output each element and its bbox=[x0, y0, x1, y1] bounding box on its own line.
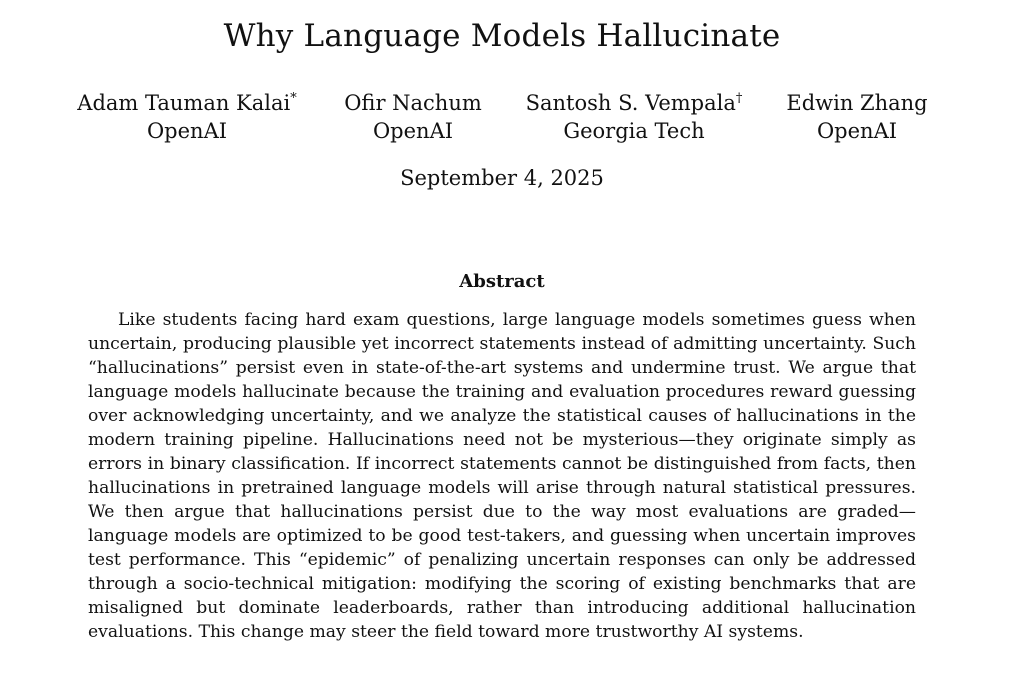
author-affiliation: OpenAI bbox=[146, 119, 228, 143]
paper-title: Why Language Models Hallucinate bbox=[223, 18, 781, 54]
author-zhang bbox=[786, 89, 927, 145]
author-kalai bbox=[77, 89, 296, 145]
author-name: Adam Tauman Kalai bbox=[77, 91, 291, 115]
author-affiliation: Georgia Tech bbox=[563, 119, 705, 143]
author-name: Ofir Nachum bbox=[344, 91, 482, 115]
author-vempala bbox=[526, 89, 743, 145]
author-footnote-mark: * bbox=[290, 91, 297, 106]
abstract-heading: Abstract bbox=[459, 271, 545, 292]
author-nachum bbox=[344, 89, 482, 145]
author-block bbox=[0, 89, 1004, 149]
author-affiliation: OpenAI bbox=[372, 119, 454, 143]
author-name: Edwin Zhang bbox=[786, 91, 928, 115]
author-footnote-mark: † bbox=[735, 91, 743, 106]
paper-date: September 4, 2025 bbox=[400, 166, 604, 190]
abstract-text: Like students facing hard exam questions, large language models sometimes guess when uncertain, producing plausible yet incorrect statements instead of admitting uncertainty. Such “hallucinations” persist even in state-of-the-art systems and undermine trust. We argue that language models hallucinate because the training and evaluation procedures reward guessing over acknowledging uncertainty, and we analyze the statistical causes of hallucinations in the modern training pipeline. Hallucinations need not be mysterious—they originate simply as errors in binary classification. If incorrect statements cannot be distinguished from facts, then hallucinations in pretrained language models will arise through natural statistical pressures. We then argue that hallucinations persist due to the way most evaluations are graded—language models are optimized to be good test-takers, and guessing when uncertain improves test performance. This “epidemic” of penalizing uncertain responses can only be addressed through a socio-technical mitigation: modifying the scoring of existing benchmarks that are misaligned but dominate leaderboards, rather than introducing additional hallucination evaluations. This change may steer the field toward more trustworthy AI systems. bbox=[88, 310, 916, 642]
author-name: Santosh S. Vempala bbox=[525, 91, 736, 115]
author-affiliation: OpenAI bbox=[816, 119, 898, 143]
